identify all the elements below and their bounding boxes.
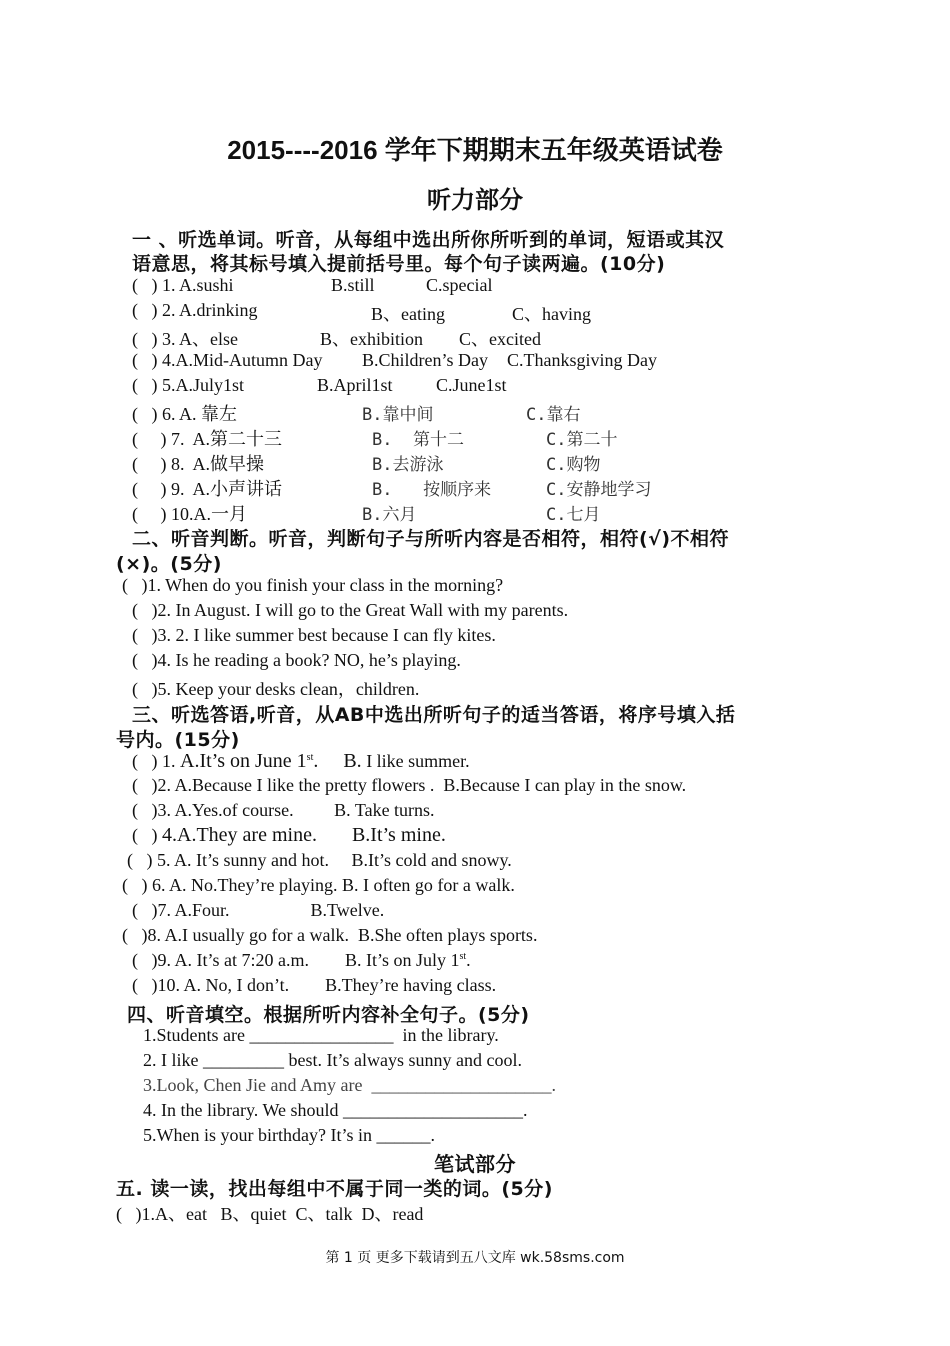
section3-item4-text: 4.A.They are mine. B.It’s mine. xyxy=(162,824,446,846)
section1-item-10-a: ( ) 10.A.一月 xyxy=(132,504,247,524)
section4-item-5: 5.When is your birthday? It’s in ______. xyxy=(143,1125,435,1145)
section2-heading-line1: 二、听音判断。听音，判断句子与所听内容是否相符，相符(√)不相符 xyxy=(132,528,730,550)
section3-heading-line2: 号内。(15分) xyxy=(116,729,240,751)
section1-item-5-c: C.June1st xyxy=(436,375,507,395)
section1-item-9-a: ( ) 9. A.小声讲话 xyxy=(132,479,282,499)
section1-item-2-a: ( ) 2. A.drinking xyxy=(132,300,258,320)
section1-item-8-c: C.购物 xyxy=(546,455,601,475)
section3-item1-a: A.It’s on June 1 xyxy=(180,750,307,772)
section1-item-5-b: B.April1st xyxy=(317,375,393,395)
section1-heading-line1: 一 、听选单词。听音，从每组中选出所你所听到的单词，短语或其汉 xyxy=(132,229,725,251)
section3-item1-b: I like summer. xyxy=(361,751,470,771)
section1-item-3-b: B、exhibition xyxy=(320,329,423,349)
section3-item9-text: ( )9. A. It’s at 7:20 a.m. B. It’s on July 1 xyxy=(132,950,460,970)
page-title: 2015----2016 学年下期期末五年级英语试卷 xyxy=(227,135,723,165)
section1-item-2-b: B、eating xyxy=(371,304,445,324)
section4-item-3: 3.Look, Chen Jie and Amy are ____________________. xyxy=(143,1075,556,1095)
section3-item1-prefix: ( ) 1. xyxy=(132,751,180,771)
section3-item-4 xyxy=(132,824,446,847)
section1-item-9-b: B. 按顺序来 xyxy=(372,480,492,500)
section2-item-4: ( )4. Is he reading a book? NO, he’s playing. xyxy=(132,650,461,670)
section3-item1-sup: st xyxy=(306,752,314,763)
section1-item-1-b: B.still xyxy=(331,275,375,295)
section4-item-1: 1.Students are ________________ in the library. xyxy=(143,1025,499,1045)
section2-heading-line2: (×)。(5分) xyxy=(116,553,222,575)
section5-item-1: ( )1.A、eat B、quiet C、talk D、read xyxy=(116,1204,424,1224)
section3-item-10: ( )10. A. No, I don’t. B.They’re having class. xyxy=(132,975,497,995)
section3-item-7: ( )7. A.Four. B.Twelve. xyxy=(132,900,385,920)
section1-item-6-a: ( ) 6. A. 靠左 xyxy=(132,404,237,424)
section1-heading-line2: 语意思，将其标号填入提前括号里。每个句子读两遍。(10分) xyxy=(132,253,666,275)
section1-item-10-b: B.六月 xyxy=(362,505,417,525)
section3-item-8: ( )8. A.I usually go for a walk. B.She often plays sports. xyxy=(122,925,538,945)
section2-item-1: ( )1. When do you finish your class in the morning? xyxy=(122,575,504,595)
section1-item-3-c: C、excited xyxy=(459,329,541,349)
section3-item1-b-label: . B. xyxy=(313,750,362,772)
section1-item-4-c: C.Thanksgiving Day xyxy=(507,350,657,370)
section2-item-2: ( )2. In August. I will go to the Great Wall with my parents. xyxy=(132,600,569,620)
section3-item9-sup: st xyxy=(459,951,467,962)
section1-item-1-c: C.special xyxy=(426,275,493,295)
section3-item-1 xyxy=(132,750,470,773)
section1-item-7-c: C.第二十 xyxy=(546,430,618,450)
section3-item-3: ( )3. A.Yes.of course. B. Take turns. xyxy=(132,800,435,820)
section1-item-8-b: B.去游泳 xyxy=(372,455,444,475)
section2-item-5: ( )5. Keep your desks clean，children. xyxy=(132,679,420,699)
section1-item-7-b: B. 第十二 xyxy=(372,430,464,450)
section1-item-8-a: ( ) 8. A.做早操 xyxy=(132,454,264,474)
section3-heading-line1: 三、听选答语,听音，从AB中选出所听句子的适当答语，将序号填入括 xyxy=(132,704,736,726)
section1-item-3-a: ( ) 3. A、else xyxy=(132,329,238,349)
listening-heading: 听力部分 xyxy=(427,186,523,214)
section4-item-4: 4. In the library. We should ____________________. xyxy=(143,1100,528,1120)
section1-item-2-c: C、having xyxy=(512,304,591,324)
written-heading: 笔试部分 xyxy=(434,1152,516,1176)
section1-item-9-c: C.安静地学习 xyxy=(546,480,652,500)
section3-item-9 xyxy=(132,950,471,971)
section1-item-4-b: B.Children’s Day xyxy=(362,350,488,370)
page-footer: 第 1 页 更多下载请到五八文库 wk.58sms.com xyxy=(325,1250,625,1266)
section1-item-5-a: ( ) 5.A.July1st xyxy=(132,375,244,395)
section4-heading: 四、听音填空。根据所听内容补全句子。(5分) xyxy=(127,1004,530,1026)
section5-heading: 五. 读一读，找出每组中不属于同一类的词。(5分) xyxy=(116,1178,553,1200)
section3-item4-prefix: ( ) xyxy=(132,825,162,845)
section1-item-6-c: C.靠右 xyxy=(526,405,581,425)
section3-item-6: ( ) 6. A. No.They’re playing. B. I often go for a walk. xyxy=(122,875,515,895)
section3-item-5: ( ) 5. A. It’s sunny and hot. B.It’s cold and snowy. xyxy=(127,850,512,870)
section3-item-2: ( )2. A.Because I like the pretty flowers . B.Because I can play in the snow. xyxy=(132,775,687,795)
section1-item-4-a: ( ) 4.A.Mid-Autumn Day xyxy=(132,350,323,370)
section1-item-1-a: ( ) 1. A.sushi xyxy=(132,275,234,295)
section1-item-6-b: B.靠中间 xyxy=(362,405,434,425)
section4-item-2: 2. I like _________ best. It’s always sunny and cool. xyxy=(143,1050,522,1070)
section1-item-10-c: C.七月 xyxy=(546,505,601,525)
section1-item-7-a: ( ) 7. A.第二十三 xyxy=(132,429,282,449)
section3-item9-end: . xyxy=(466,950,471,970)
section2-item-3: ( )3. 2. I like summer best because I can fly kites. xyxy=(132,625,496,645)
